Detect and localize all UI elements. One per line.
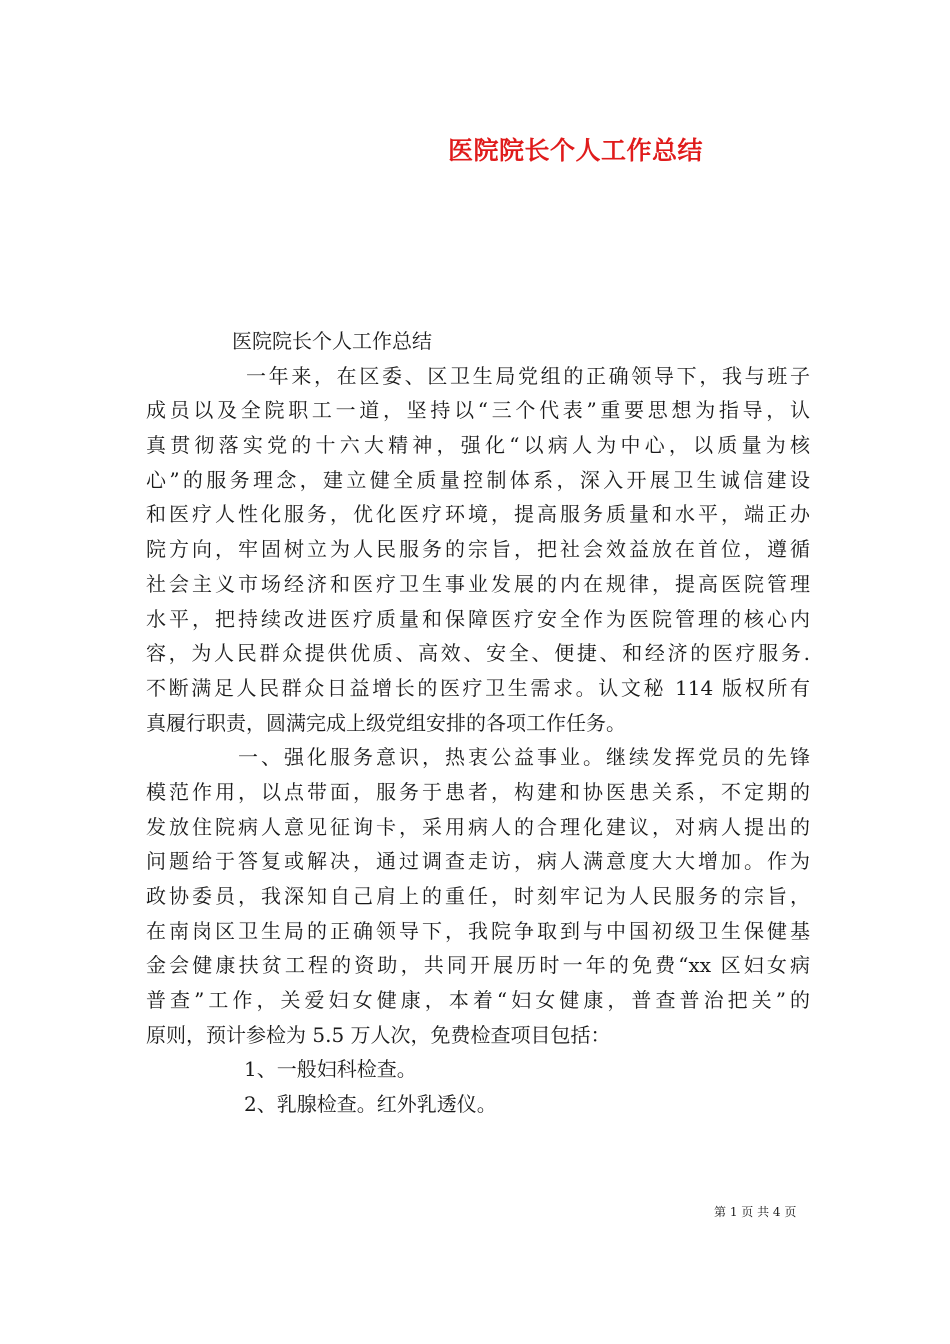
list-item: 1、一般妇科检查。: [244, 1057, 417, 1082]
paragraph-line: 真贯彻落实党的十六大精神，强化“以病人为中心，以质量为核: [146, 433, 810, 458]
document-heading: 医院院长个人工作总结: [232, 329, 432, 353]
paragraph-line: 水平，把持续改进医疗质量和保障医疗安全作为医院管理的核心内: [146, 606, 810, 631]
paragraph-line: 一、强化服务意识，热衷公益事业。继续发挥党员的先锋: [238, 745, 810, 770]
list-item: 2、乳腺检查。红外乳透仪。: [244, 1092, 497, 1117]
paragraph-line: 金会健康扶贫工程的资助，共同开展历时一年的免费“xx 区妇女病: [146, 953, 810, 978]
page-title: 医院院长个人工作总结: [448, 136, 704, 165]
paragraph-line: 容，为人民群众提供优质、高效、安全、便捷、和经济的医疗服务.: [146, 641, 810, 666]
document-body: [146, 324, 810, 1122]
paragraph-line: 普查”工作，关爱妇女健康，本着“妇女健康，普查普治把关”的: [146, 988, 810, 1013]
paragraph-line: 模范作用，以点带面，服务于患者，构建和协医患关系，不定期的: [146, 779, 810, 804]
paragraph-line: 原则，预计参检为 5.5 万人次，免费检查项目包括：: [146, 1022, 611, 1047]
paragraph-line: 真履行职责，圆满完成上级党组安排的各项工作任务。: [146, 710, 626, 735]
paragraph-line: 心”的服务理念，建立健全质量控制体系，深入开展卫生诚信建设: [146, 467, 810, 492]
paragraph-line: 成员以及全院职工一道，坚持以“三个代表”重要思想为指导，认: [146, 398, 810, 423]
paragraph-line: 不断满足人民群众日益增长的医疗卫生需求。认文秘 114 版权所有: [146, 675, 810, 700]
paragraph-line: 发放住院病人意见征询卡，采用病人的合理化建议，对病人提出的: [146, 814, 810, 839]
paragraph-line: 和医疗人性化服务，优化医疗环境，提高服务质量和水平，端正办: [146, 502, 810, 527]
paragraph-line: 院方向，牢固树立为人民服务的宗旨，把社会效益放在首位，遵循: [146, 537, 810, 562]
page-number-footer: 第 1 页 共 4 页: [714, 1205, 797, 1219]
paragraph-line: 政协委员，我深知自己肩上的重任，时刻牢记为人民服务的宗旨，: [146, 884, 810, 908]
paragraph-line: 一年来，在区委、区卫生局党组的正确领导下，我与班子: [246, 363, 810, 388]
paragraph-line: 在南岗区卫生局的正确领导下，我院争取到与中国初级卫生保健基: [146, 918, 810, 943]
paragraph-line: 问题给于答复或解决，通过调查走访，病人满意度大大增加。作为: [146, 849, 810, 874]
paragraph-line: 社会主义市场经济和医疗卫生事业发展的内在规律，提高医院管理: [146, 571, 810, 596]
